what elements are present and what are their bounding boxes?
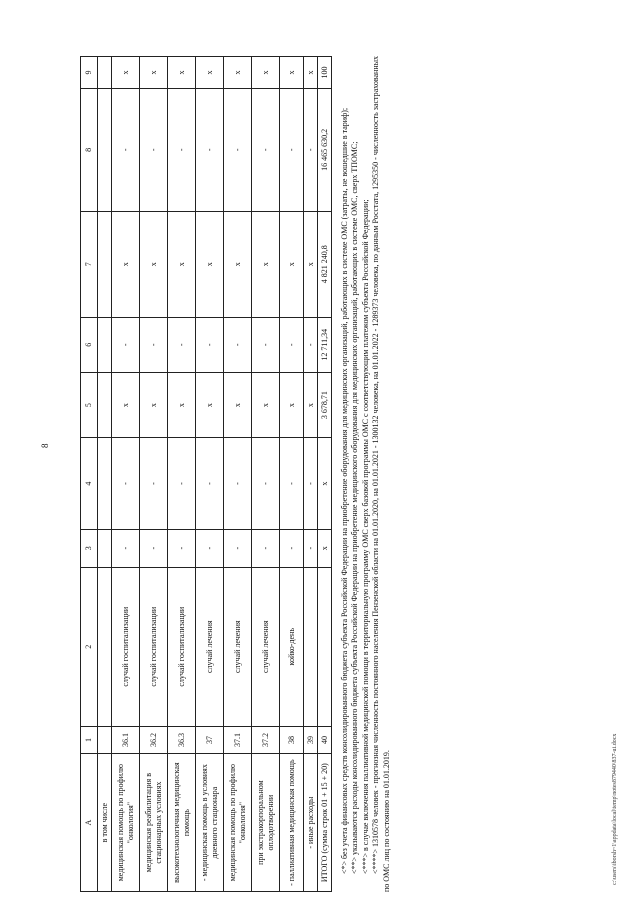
table-cell: - [224,88,252,211]
table-cell: х [318,529,332,567]
table-cell: случай лечения [224,567,252,726]
table-cell: 37.1 [224,726,252,754]
table-cell: - [304,317,318,372]
rotated-page-content [80,32,391,892]
table-cell: - [112,88,140,211]
row-label-cell: высокотехнологичная медицинская помощь [168,754,196,892]
table-header-row [81,57,98,892]
table-cell: случай лечения [196,567,224,726]
table-cell: - [304,88,318,211]
table-cell: - [252,88,280,211]
table-cell [98,57,112,89]
file-path: c:\users\iborsh~1\appdata\local\temp\notes879440\837-ui.docx [612,733,618,885]
table-cell: 12 711,34 [318,317,332,372]
column-header: 4 [81,438,98,529]
table-row [196,57,224,892]
table-cell [98,438,112,529]
table-cell: х [304,57,318,89]
row-label-cell: в том числе [98,754,112,892]
row-label-cell: - паллиативная медицинская помощь [280,754,304,892]
column-header: 9 [81,57,98,89]
footnote: <*> без учета финансовых средств консолидированного бюджета субъекта Российской Федерации на приобретение оборудования для медицинских организаций, работающих в системе ОМС (затраты, не вошедшие в тариф); [340,107,349,874]
table-cell: 4 821 240,8 [318,211,332,317]
table-cell: случай лечения [252,567,280,726]
column-header: 6 [81,317,98,372]
table-cell: случай госпитализации [112,567,140,726]
footnote: <***> в случае включения паллиативной медицинской помощи в территориальную программу ОМС сверх базовой программы ОМС с соответствующим платежом субъекта Российской Федерации; [360,199,370,874]
table-cell: х [196,372,224,438]
table-cell: х [280,57,304,89]
table-cell: - [140,88,168,211]
table-cell: 36.2 [140,726,168,754]
table-cell: х [304,372,318,438]
table-cell: 40 [318,726,332,754]
column-header: 5 [81,372,98,438]
table-cell: х [168,372,196,438]
table-row [280,57,304,892]
table-cell: х [112,372,140,438]
row-label-cell: при экстракорпоральном оплодотворении [252,754,280,892]
row-label-cell: - иные расходы [304,754,318,892]
table-cell: - [112,317,140,372]
table-cell: х [196,211,224,317]
table-cell: х [224,372,252,438]
footnotes [340,56,392,892]
table-cell [98,88,112,211]
table-cell [318,567,332,726]
table-cell: 16 465 630,2 [318,88,332,211]
table-cell: - [140,317,168,372]
column-header: 7 [81,211,98,317]
table-cell: - [224,317,252,372]
table-cell [304,567,318,726]
row-label-cell: медицинская реабилитация в стационарных условиях [140,754,168,892]
row-label-cell: медицинская помощь по профилю "онкология" [224,754,252,892]
table-cell [98,317,112,372]
table-cell: - [304,438,318,529]
column-header: A [81,754,98,892]
table-cell: х [140,57,168,89]
table-cell: - [280,88,304,211]
table-cell: х [318,438,332,529]
table-cell: х [168,57,196,89]
table-row [252,57,280,892]
table-cell: - [196,529,224,567]
table-cell: х [140,211,168,317]
table-cell: - [196,88,224,211]
row-label-cell: - медицинская помощь в условиях дневного стационара [196,754,224,892]
table-cell: - [252,529,280,567]
table-cell: - [140,529,168,567]
table-cell: х [252,372,280,438]
table-cell: - [304,529,318,567]
table-cell: х [280,211,304,317]
table-cell [98,529,112,567]
row-label-cell: медицинская помощь по профилю "онкология" [112,754,140,892]
table-cell: х [168,211,196,317]
table-cell: - [168,317,196,372]
table-cell: х [140,372,168,438]
table-row [224,57,252,892]
table-row [112,57,140,892]
table-cell: 39 [304,726,318,754]
footnote: <**> указываются расходы консолидированного бюджета субъекта Российской Федерации на приобретение медицинского оборудования для медицинских организаций, работающих в системе ОМС, сверх ТПОМС; [350,141,360,874]
column-header: 2 [81,567,98,726]
table-cell: - [280,438,304,529]
table-cell: 36.1 [112,726,140,754]
table-row [98,57,112,892]
table-cell: - [140,438,168,529]
table-cell: 37.2 [252,726,280,754]
table-cell: х [304,211,318,317]
table-cell: - [224,529,252,567]
table-cell [98,372,112,438]
table-cell: х [112,57,140,89]
financing-table [80,56,332,892]
table-cell: 3 678,71 [318,372,332,438]
footnote: <****> 1310578 человек - прогнозная численность постоянного населения Пензенской области на 01.01.2020, на 01.01.2021 - 1300132 человека, на 01.01.2022 - 1289373 человека, по данным Росстата, 1295350 - численность застрахованных по ОМС лиц по состоянию на 01.01.2019. [371,56,391,892]
table-cell: койко-день [280,567,304,726]
table-cell: - [280,529,304,567]
table-cell: х [252,57,280,89]
table-cell: - [252,317,280,372]
table-row [304,57,318,892]
column-header: 1 [81,726,98,754]
table-cell: 37 [196,726,224,754]
table-cell: - [112,529,140,567]
table-cell: случай госпитализации [140,567,168,726]
table-cell: - [168,88,196,211]
row-label-cell: ИТОГО (сумма строк 01 + 15 + 20) [318,754,332,892]
table-row [168,57,196,892]
table-cell [98,726,112,754]
table-cell: х [252,211,280,317]
table-cell: - [196,317,224,372]
column-header: 8 [81,88,98,211]
table-cell: - [168,438,196,529]
table-cell: х [224,57,252,89]
table-row [140,57,168,892]
table-cell: 100 [318,57,332,89]
page-number: 8 [40,443,50,448]
table-cell: - [252,438,280,529]
table-cell: - [280,317,304,372]
table-cell: - [196,438,224,529]
table-cell: х [112,211,140,317]
table-cell: 36.3 [168,726,196,754]
table-cell: - [112,438,140,529]
table-cell: х [196,57,224,89]
table-row [318,57,332,892]
table-cell: х [280,372,304,438]
table-cell: - [168,529,196,567]
table-cell: случай госпитализации [168,567,196,726]
column-header: 3 [81,529,98,567]
table-cell [98,211,112,317]
table-cell [98,567,112,726]
table-cell: х [224,211,252,317]
table-cell: 38 [280,726,304,754]
table-cell: - [224,438,252,529]
